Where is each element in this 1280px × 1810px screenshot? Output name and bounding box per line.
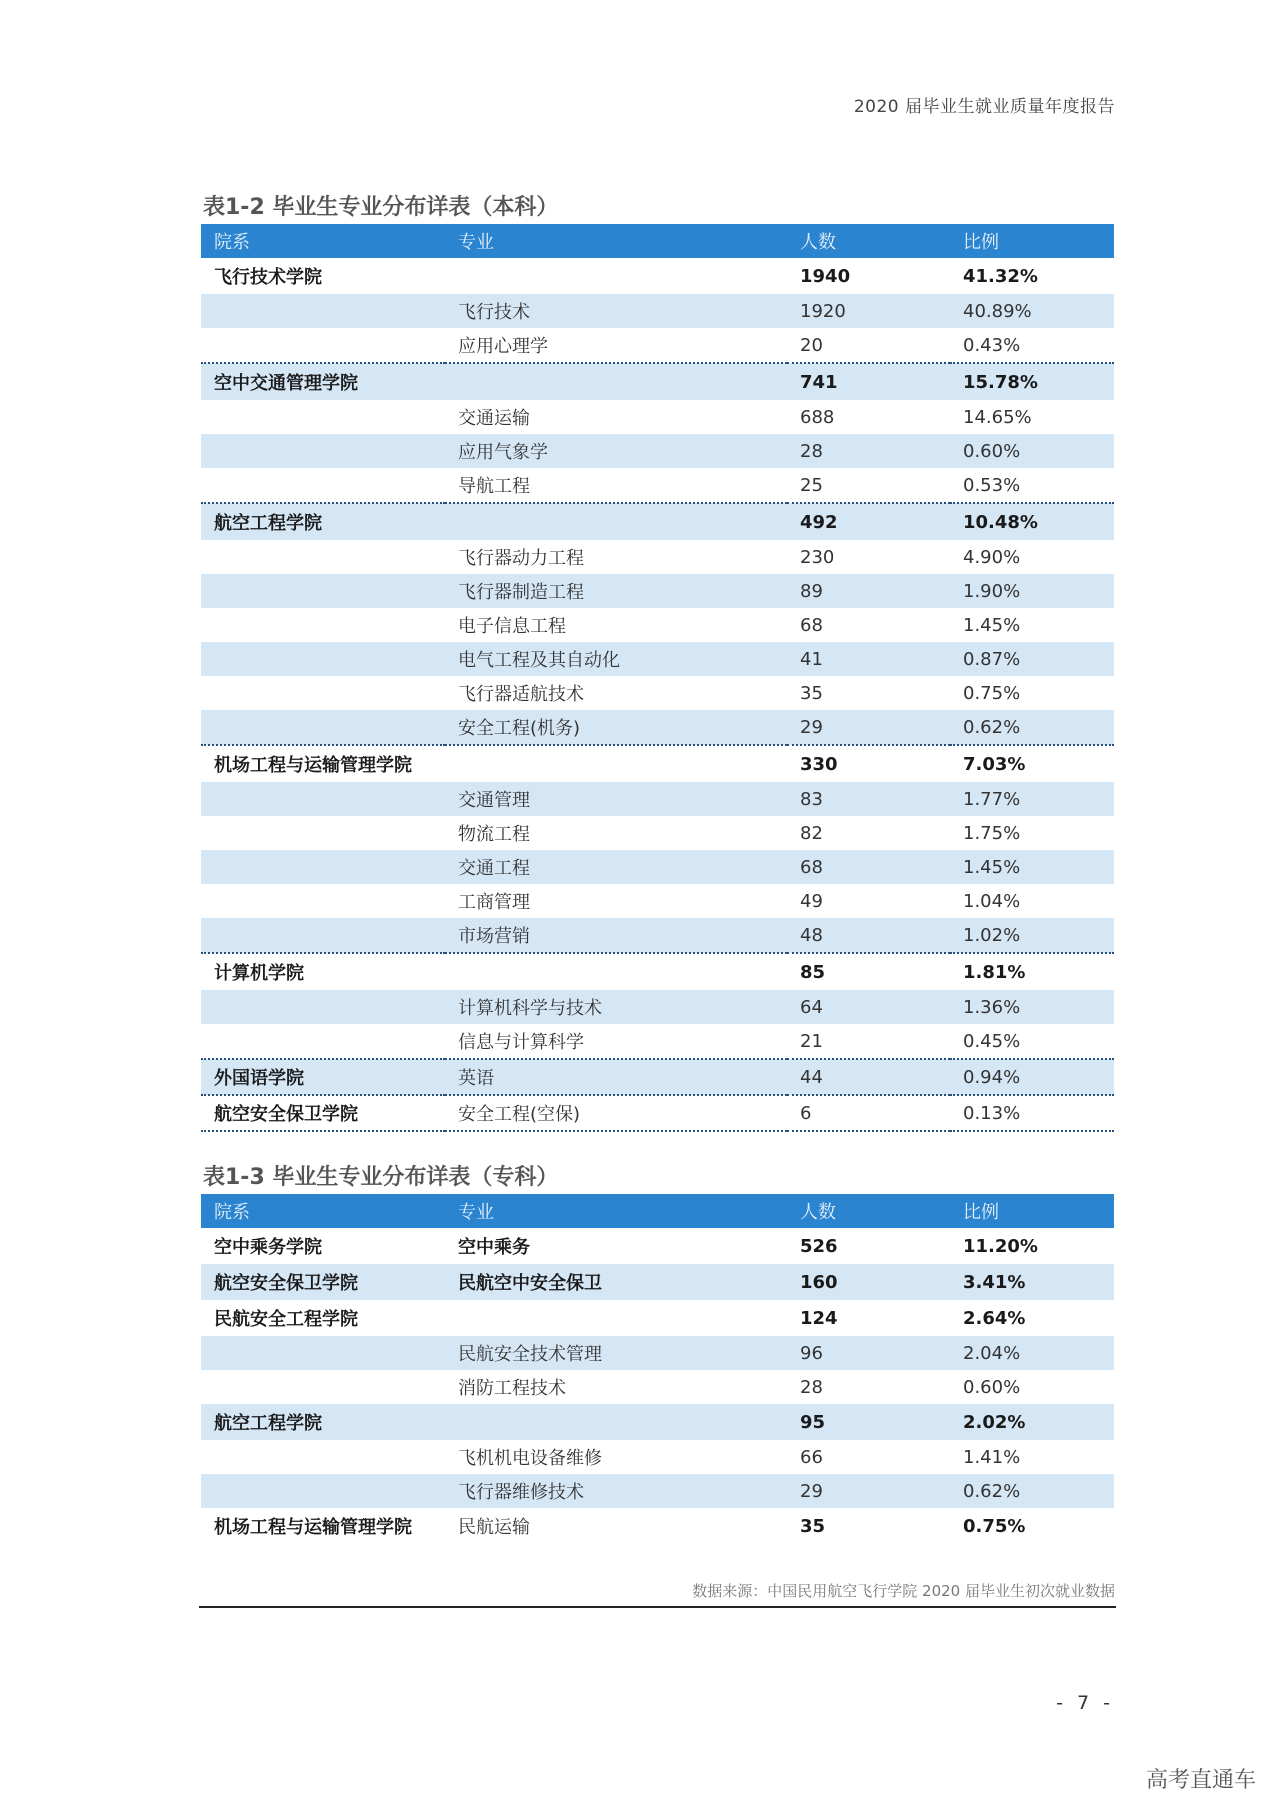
department-summary-row bbox=[201, 258, 1114, 294]
cell-major: 交通管理 bbox=[445, 782, 787, 816]
footer-divider bbox=[199, 1606, 1116, 1608]
cell-ratio: 1.45% bbox=[950, 850, 1114, 884]
cell-major bbox=[445, 258, 787, 294]
cell-ratio: 0.53% bbox=[963, 474, 1021, 496]
table-header-row bbox=[201, 1194, 1114, 1228]
cell-count: 160 bbox=[787, 1264, 950, 1300]
cell-major: 交通运输 bbox=[458, 408, 530, 429]
cell-department: 空中交通管理学院 bbox=[201, 363, 445, 400]
table-row bbox=[201, 710, 1114, 745]
cell-department bbox=[201, 710, 445, 745]
cell-major: 计算机科学与技术 bbox=[445, 990, 787, 1024]
cell-count: 1920 bbox=[787, 294, 950, 328]
cell-ratio: 1.41% bbox=[963, 1446, 1021, 1468]
cell-ratio: 1.02% bbox=[950, 918, 1114, 953]
cell-major: 民航安全技术管理 bbox=[445, 1336, 787, 1370]
cell-major: 电气工程及其自动化 bbox=[445, 642, 787, 676]
cell-count: 688 bbox=[800, 406, 835, 428]
cell-count: 66 bbox=[800, 1446, 823, 1468]
table-caption-junior-college: 表1-3 毕业生专业分布详表（专科） bbox=[203, 1165, 559, 1190]
table-row bbox=[201, 1370, 1114, 1404]
cell-major: 空中乘务 bbox=[458, 1237, 530, 1258]
cell-count: 68 bbox=[800, 614, 823, 636]
cell-department bbox=[201, 574, 445, 608]
cell-major: 安全工程(机务) bbox=[445, 710, 787, 745]
cell-major: 英语 bbox=[445, 1059, 787, 1095]
cell-department bbox=[201, 816, 445, 850]
table-row bbox=[201, 1095, 1114, 1131]
cell-ratio: 2.64% bbox=[963, 1307, 1026, 1329]
cell-count: 48 bbox=[787, 918, 950, 953]
cell-ratio: 1.04% bbox=[963, 890, 1021, 912]
cell-ratio: 14.65% bbox=[963, 406, 1032, 428]
cell-department: 机场工程与运输管理学院 bbox=[214, 1517, 412, 1538]
cell-major bbox=[445, 1300, 787, 1336]
cell-count: 124 bbox=[800, 1307, 838, 1329]
cell-count: 230 bbox=[800, 546, 835, 568]
cell-department: 外国语学院 bbox=[201, 1059, 445, 1095]
cell-major: 飞行技术 bbox=[445, 294, 787, 328]
cell-department bbox=[201, 850, 445, 884]
table-row bbox=[201, 574, 1114, 608]
cell-department bbox=[201, 294, 445, 328]
cell-department: 空中乘务学院 bbox=[214, 1237, 322, 1258]
cell-ratio: 4.90% bbox=[963, 546, 1021, 568]
cell-count: 20 bbox=[800, 334, 823, 356]
table-header-row bbox=[201, 224, 1114, 258]
cell-major: 民航空中安全保卫 bbox=[445, 1264, 787, 1300]
cell-department bbox=[201, 782, 445, 816]
table-row bbox=[201, 1440, 1114, 1474]
cell-ratio: 0.60% bbox=[963, 1376, 1021, 1398]
cell-department bbox=[201, 400, 445, 434]
header-count: 人数 bbox=[787, 1194, 950, 1228]
cell-department bbox=[201, 1336, 445, 1370]
cell-ratio: 1.77% bbox=[950, 782, 1114, 816]
cell-ratio: 15.78% bbox=[950, 363, 1114, 400]
table-row bbox=[201, 1024, 1114, 1059]
department-summary-row bbox=[201, 1508, 1114, 1544]
cell-count: 82 bbox=[800, 822, 823, 844]
cell-major: 安全工程(空保) bbox=[445, 1095, 787, 1131]
cell-count: 29 bbox=[787, 1474, 950, 1508]
cell-count: 741 bbox=[787, 363, 950, 400]
cell-department bbox=[201, 328, 445, 363]
cell-count: 49 bbox=[800, 890, 823, 912]
cell-ratio: 40.89% bbox=[950, 294, 1114, 328]
cell-major: 工商管理 bbox=[458, 892, 530, 913]
cell-department bbox=[201, 434, 445, 468]
cell-ratio: 7.03% bbox=[950, 745, 1114, 782]
cell-ratio: 11.20% bbox=[963, 1235, 1038, 1257]
header-ratio: 比例 bbox=[950, 1194, 1114, 1228]
cell-ratio: 1.90% bbox=[950, 574, 1114, 608]
cell-ratio: 0.87% bbox=[950, 642, 1114, 676]
cell-department: 飞行技术学院 bbox=[214, 267, 322, 288]
table-row bbox=[201, 782, 1114, 816]
cell-department: 计算机学院 bbox=[201, 953, 445, 990]
cell-count: 35 bbox=[800, 682, 823, 704]
cell-ratio: 2.04% bbox=[950, 1336, 1114, 1370]
cell-ratio: 0.60% bbox=[950, 434, 1114, 468]
cell-major: 飞行器制造工程 bbox=[445, 574, 787, 608]
department-summary-row bbox=[201, 363, 1114, 400]
table-row bbox=[201, 990, 1114, 1024]
cell-major bbox=[445, 503, 787, 540]
cell-department: 航空工程学院 bbox=[201, 503, 445, 540]
cell-major bbox=[445, 953, 787, 990]
cell-ratio: 1.36% bbox=[950, 990, 1114, 1024]
cell-department: 航空工程学院 bbox=[201, 1404, 445, 1440]
cell-count: 44 bbox=[787, 1059, 950, 1095]
cell-major: 消防工程技术 bbox=[458, 1378, 566, 1399]
department-summary-row bbox=[201, 1228, 1114, 1264]
table-row bbox=[201, 540, 1114, 574]
cell-count: 95 bbox=[787, 1404, 950, 1440]
cell-major: 信息与计算科学 bbox=[458, 1032, 584, 1053]
cell-department bbox=[201, 1474, 445, 1508]
cell-major: 飞行器动力工程 bbox=[458, 548, 584, 569]
cell-ratio: 2.02% bbox=[950, 1404, 1114, 1440]
table-row bbox=[201, 434, 1114, 468]
cell-ratio: 0.62% bbox=[950, 710, 1114, 745]
cell-major bbox=[445, 745, 787, 782]
junior-college-distribution-table bbox=[201, 1194, 1114, 1544]
cell-count: 1940 bbox=[800, 265, 851, 287]
page-number: - 7 - bbox=[1056, 1692, 1114, 1714]
cell-count: 6 bbox=[787, 1095, 950, 1131]
cell-major: 应用气象学 bbox=[445, 434, 787, 468]
department-summary-row bbox=[201, 503, 1114, 540]
department-summary-row bbox=[201, 953, 1114, 990]
cell-count: 29 bbox=[787, 710, 950, 745]
cell-major: 飞机机电设备维修 bbox=[458, 1448, 602, 1469]
cell-department bbox=[201, 884, 445, 918]
table-row bbox=[201, 1336, 1114, 1370]
cell-department bbox=[201, 608, 445, 642]
cell-ratio: 0.13% bbox=[950, 1095, 1114, 1131]
cell-department: 机场工程与运输管理学院 bbox=[201, 745, 445, 782]
cell-ratio: 0.45% bbox=[963, 1030, 1021, 1052]
cell-count: 25 bbox=[800, 474, 823, 496]
cell-ratio: 1.45% bbox=[963, 614, 1021, 636]
table-row bbox=[201, 676, 1114, 710]
cell-department bbox=[201, 676, 445, 710]
cell-count: 28 bbox=[787, 434, 950, 468]
cell-department bbox=[201, 468, 445, 503]
cell-department: 航空安全保卫学院 bbox=[201, 1095, 445, 1131]
table-row bbox=[201, 1474, 1114, 1508]
table-row bbox=[201, 642, 1114, 676]
cell-count: 96 bbox=[787, 1336, 950, 1370]
table-row bbox=[201, 294, 1114, 328]
table-row bbox=[201, 816, 1114, 850]
cell-major: 物流工程 bbox=[458, 824, 530, 845]
cell-department bbox=[201, 990, 445, 1024]
cell-ratio: 0.43% bbox=[963, 334, 1021, 356]
cell-count: 68 bbox=[787, 850, 950, 884]
data-source-note: 数据来源：中国民用航空飞行学院 2020 届毕业生初次就业数据 bbox=[692, 1582, 1115, 1600]
table-row bbox=[201, 608, 1114, 642]
watermark: 高考直通车 bbox=[1145, 1768, 1256, 1793]
cell-major: 电子信息工程 bbox=[458, 616, 566, 637]
cell-count: 526 bbox=[800, 1235, 838, 1257]
header-count: 人数 bbox=[787, 224, 950, 258]
report-title: 2020 届毕业生就业质量年度报告 bbox=[853, 97, 1115, 117]
cell-department bbox=[201, 540, 445, 574]
table-row bbox=[201, 468, 1114, 503]
cell-count: 28 bbox=[800, 1376, 823, 1398]
cell-count: 89 bbox=[787, 574, 950, 608]
cell-department bbox=[201, 1370, 445, 1404]
cell-ratio: 0.94% bbox=[950, 1059, 1114, 1095]
cell-ratio: 41.32% bbox=[963, 265, 1038, 287]
cell-ratio: 0.75% bbox=[963, 682, 1021, 704]
department-summary-row bbox=[201, 1264, 1114, 1300]
cell-count: 41 bbox=[787, 642, 950, 676]
cell-count: 492 bbox=[787, 503, 950, 540]
cell-major: 飞行器适航技术 bbox=[458, 684, 584, 705]
department-summary-row bbox=[201, 745, 1114, 782]
table-row bbox=[201, 328, 1114, 363]
header-major: 专业 bbox=[445, 224, 787, 258]
cell-department: 民航安全工程学院 bbox=[214, 1309, 358, 1330]
cell-count: 64 bbox=[787, 990, 950, 1024]
table-row bbox=[201, 400, 1114, 434]
cell-ratio: 0.62% bbox=[950, 1474, 1114, 1508]
cell-major: 交通工程 bbox=[445, 850, 787, 884]
cell-major: 导航工程 bbox=[458, 476, 530, 497]
cell-count: 83 bbox=[787, 782, 950, 816]
table-caption-undergrad: 表1-2 毕业生专业分布详表（本科） bbox=[203, 195, 559, 220]
cell-major: 民航运输 bbox=[458, 1517, 530, 1538]
cell-count: 85 bbox=[787, 953, 950, 990]
header-ratio: 比例 bbox=[950, 224, 1114, 258]
cell-ratio: 3.41% bbox=[950, 1264, 1114, 1300]
header-dept: 院系 bbox=[201, 1194, 445, 1228]
cell-department bbox=[201, 918, 445, 953]
cell-major: 飞行器维修技术 bbox=[445, 1474, 787, 1508]
cell-ratio: 0.75% bbox=[963, 1515, 1026, 1537]
department-summary-row bbox=[201, 1300, 1114, 1336]
cell-count: 21 bbox=[800, 1030, 823, 1052]
table-row bbox=[201, 884, 1114, 918]
cell-department: 航空安全保卫学院 bbox=[201, 1264, 445, 1300]
table-row bbox=[201, 1059, 1114, 1095]
cell-ratio: 10.48% bbox=[950, 503, 1114, 540]
cell-department bbox=[201, 1024, 445, 1059]
cell-ratio: 1.75% bbox=[963, 822, 1021, 844]
cell-department bbox=[201, 1440, 445, 1474]
cell-ratio: 1.81% bbox=[950, 953, 1114, 990]
department-summary-row bbox=[201, 1404, 1114, 1440]
cell-department bbox=[201, 642, 445, 676]
cell-major bbox=[445, 1404, 787, 1440]
table-row bbox=[201, 850, 1114, 884]
header-major: 专业 bbox=[445, 1194, 787, 1228]
cell-major: 市场营销 bbox=[445, 918, 787, 953]
header-dept: 院系 bbox=[201, 224, 445, 258]
undergrad-distribution-table bbox=[201, 224, 1114, 1132]
cell-major: 应用心理学 bbox=[458, 336, 548, 357]
cell-count: 35 bbox=[800, 1515, 826, 1537]
table-row bbox=[201, 918, 1114, 953]
cell-count: 330 bbox=[787, 745, 950, 782]
cell-major bbox=[445, 363, 787, 400]
